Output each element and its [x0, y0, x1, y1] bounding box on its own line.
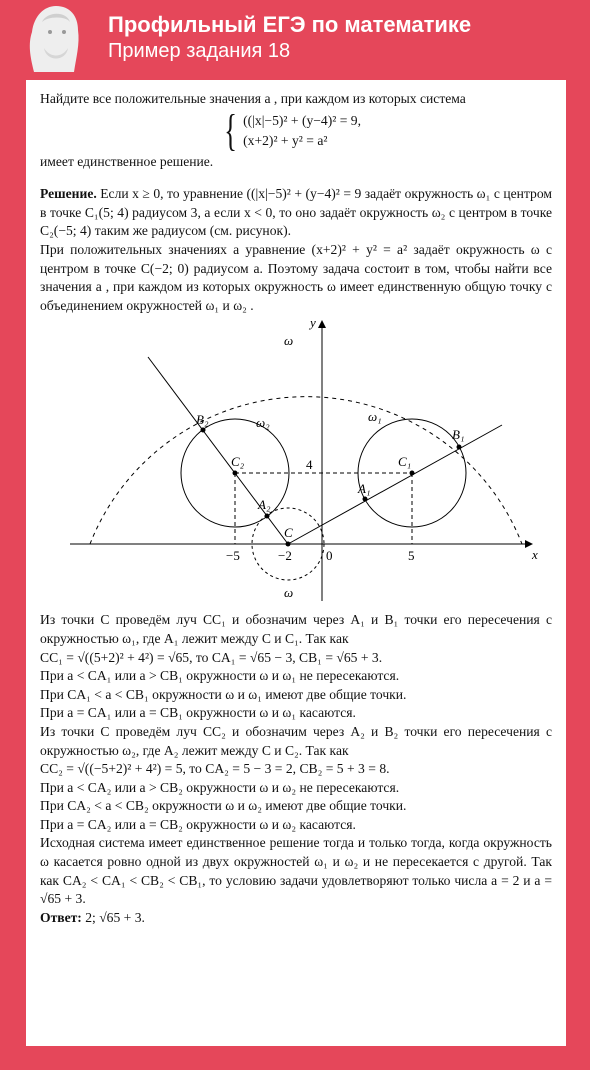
solution-p5: При a < CA₁ или a > CB₁ окружности ω и ω₁ не пересекаются.: [40, 668, 400, 684]
header: [0, 0, 590, 80]
solution-p12: При a = CA₂ или a = CB₂ окружности ω и ω₂ касаются.: [40, 816, 356, 832]
answer-label: Ответ:: [40, 909, 82, 925]
system-eq2: (x+2)² + y² = a²: [243, 132, 328, 148]
equation-system: [220, 105, 552, 155]
label-A1: A₁: [358, 481, 371, 497]
solution-p6: При CA₁ < a < CB₁ окружности ω и ω₁ имеют две общие точки.: [40, 686, 407, 702]
solution-figure: [40, 317, 552, 607]
page-title: Профильный ЕГЭ по математике: [108, 12, 472, 37]
solution-p3: Из точки C проведём луч CC₁ и обозначим через A₁ и B₁ точки его пересечения с окружностью ω₁, где A₁ лежит между C и C₁. Так как: [40, 612, 552, 646]
solution-p4: CC₁ = √((5+2)² + 4²) = √65, то CA₁ = √65 − 3, CB₁ = √65 + 3.: [40, 649, 383, 665]
label-minus2: −2: [278, 548, 292, 564]
label-B2: B₂: [196, 412, 209, 428]
figure-svg: [40, 317, 552, 607]
label-omega1: ω₁: [368, 409, 382, 425]
label-A2: A₂: [258, 497, 271, 513]
label-C2: C₂: [231, 454, 245, 470]
label-B1: B₁: [452, 427, 465, 443]
label-y: y: [310, 317, 316, 331]
answer-line: [40, 909, 552, 928]
label-x: x: [532, 547, 538, 563]
solution-p9: CC₂ = √((−5+2)² + 4²) = 5, то CA₂ = 5 − 3 = 2, CB₂ = 5 + 3 = 8.: [40, 761, 390, 777]
label-minus5: −5: [226, 548, 240, 564]
task-content: [40, 90, 552, 927]
system-eq1: ((|x|−5)² + (y−4)² = 9,: [243, 112, 361, 128]
label-omega-bottom: ω: [284, 585, 294, 601]
problem-intro: Найдите все положительные значения a , при каждом из которых система: [40, 91, 466, 106]
problem-outro: имеет единственное решение.: [40, 153, 214, 169]
solution-label: Решение.: [40, 186, 97, 202]
solution-p1-text: Если x ≥ 0, то уравнение ((|x|−5)² + (y−4)² = 9 задаёт окружность ω₁ с центром в точке C₁(5; 4) радиусом 3, а если x < 0, то оно задаёт окружность ω₂ с центром в точке C₂(−5; 4) таким же радиусом (см. рисунок).: [40, 186, 552, 239]
solution-p8: Из точки C проведём луч CC₂ и обозначим через A₂ и B₂ точки его пересечения с окружностью ω₂, где A₂ лежит между C и C₂. Так как: [40, 723, 552, 758]
task-card: [26, 80, 566, 1046]
solution-p2: При положительных значениях a уравнение (x+2)² + y² = a² задаёт окружность ω с центром в точке C(−2; 0) радиусом a. Поэтому задача состоит в том, чтобы найти все значения a , при каждом из которых окружность ω имеет единственную общую точку с объединением окружностей ω₁ и ω₂ .: [40, 241, 552, 313]
solution-p10: При a < CA₂ или a > CB₂ окружности ω и ω₂ не пересекаются.: [40, 779, 400, 795]
brace-icon: {: [224, 105, 237, 155]
page-subtitle: Пример задания 18: [108, 40, 291, 62]
solution-p11: При CA₂ < a < CB₂ окружности ω и ω₂ имеют две общие точки.: [40, 798, 407, 814]
solution-p13: Исходная система имеет единственное решение тогда и только тогда, когда окружность ω касается ровно одной из двух окружностей ω₁ и ω₂ и не пересекается с другой. Так как CA₂ < CA₁ < CB₂ < CB₁, то условию задачи удовлетворяют только числа a = 2 и a = √65 + 3.: [40, 835, 552, 907]
label-zero: 0: [326, 548, 333, 564]
label-four: 4: [306, 457, 313, 473]
label-C: C: [284, 525, 293, 541]
label-omega-top: ω: [284, 333, 294, 349]
bust-icon: [20, 0, 88, 72]
solution-p1: [40, 185, 552, 241]
solution-p7: При a = CA₁ или a = CB₁ окружности ω и ω₁ касаются.: [40, 705, 356, 721]
label-C1: C₁: [398, 454, 412, 470]
label-five: 5: [408, 548, 415, 564]
ray-cc1: [288, 425, 502, 544]
label-omega2: ω₂: [256, 415, 270, 431]
answer-value: 2; √65 + 3.: [81, 909, 145, 925]
